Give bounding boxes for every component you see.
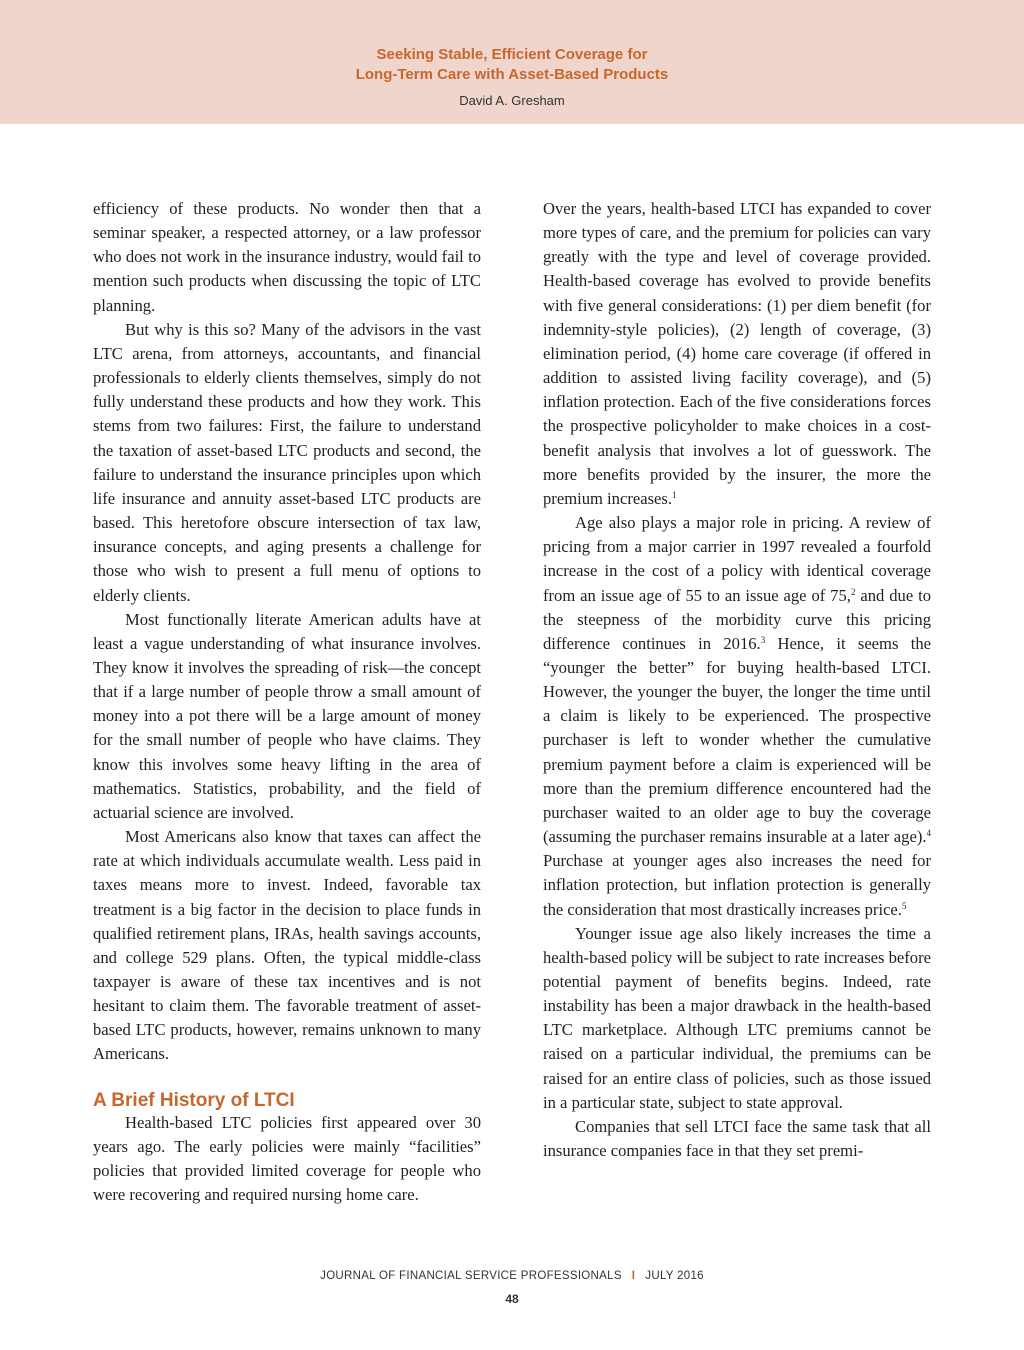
- paragraph-text: Purchase at younger ages also increases the need for inflation protection, but inflation protection is generally the consideration that most drastically increases price.: [543, 851, 931, 919]
- paragraph: efficiency of these products. No wonder then that a seminar speaker, a respected attorney, or a law professor who does not work in the insurance industry, would fail to mention such products when discussing the topic of LTC planning.: [93, 199, 481, 315]
- footnote-ref: 5: [901, 900, 907, 911]
- paragraph: [543, 197, 931, 511]
- paragraph: [543, 511, 931, 922]
- paragraph: Most Americans also know that taxes can affect the rate at which individuals accumulate wealth. Less paid in taxes means more to invest. Indeed, favorable tax treatment is a big factor in the decision to place funds in qualified retirement plans, IRAs, health savings accounts, and college 529 plans. Often, the typical middle-class taxpayer is aware of these tax incentives and is not hesitant to claim them. The favorable treatment of asset-based LTC products, however, remains unknown to many Americans.: [93, 827, 481, 1064]
- paragraph: Younger issue age also likely increases the time a health-based policy will be subject to rate increases before potential payment of benefits begins. Indeed, rate instability has been a major drawback in the health-based LTC marketplace. Although LTC premiums cannot be raised on a particular individual, the premiums can be raised for an entire class of policies, such as those issued in a particular state, subject to state approval.: [543, 923, 931, 1112]
- right-column: [543, 197, 931, 1163]
- footnote-ref: 3: [760, 634, 766, 645]
- article-header: [0, 0, 1024, 124]
- paragraph-text: Age also plays a major role in pricing. A review of pricing from a major carrier in 1997 revealed a fourfold increase in the cost of a policy with identical coverage from an issue age of 55 to an issue age of 75,: [543, 513, 931, 605]
- left-column: [93, 197, 481, 1207]
- footnote-ref: 4: [926, 828, 931, 839]
- paragraph-text: Hence, it seems the “younger the better” for buying health-based LTCI. However, the younger the buyer, the longer the time until a claim is likely to be experienced. The prospective purchaser is left to wonder whether the cumulative premium payment before a claim is experienced will be more than the premium difference encountered had the purchaser waited to an older age to buy the coverage (assuming the purchaser remains insurable at a later age).: [543, 633, 931, 847]
- paragraph-text: and due to the steepness of the morbidity curve this pricing difference continues in 2016.: [543, 585, 931, 653]
- paragraph-text: Over the years, health-based LTCI has expanded to cover more types of care, and the premium for policies can vary greatly with the type and level of coverage provided. Health-based coverage has evolved to provide benefits with five general considerations: (1) per diem benefit (for indemnity-style policies), (2) length of coverage, (3) elimination period, (4) home care coverage (if offered in addition to assisted living facility coverage), and (5) inflation protection. Each of the five considerations forces the prospective policyholder to make choices in a cost-benefit analysis that involves a lot of guesswork. The more benefits provided by the insurer, the more the premium increases.: [543, 199, 931, 508]
- article-title-line-1: Seeking Stable, Efficient Coverage for: [376, 46, 648, 63]
- paragraph: Companies that sell LTCI face the same task that all insurance companies face in that they set premi-: [543, 1116, 931, 1161]
- footer-separator: I: [631, 1270, 636, 1282]
- page-footer: [0, 1270, 1024, 1282]
- section-heading: A Brief History of LTCI: [93, 1089, 295, 1111]
- article-title: [0, 45, 1024, 85]
- page-number: 48: [505, 1292, 519, 1306]
- issue-date: JULY 2016: [645, 1270, 704, 1282]
- article-title-line-2: Long-Term Care with Asset-Based Products: [355, 66, 669, 83]
- paragraph: Health-based LTC policies first appeared over 30 years ago. The early policies were mainly “facilities” policies that provided limited coverage for people who were recovering and required nursing home care.: [93, 1112, 481, 1205]
- footnote-ref: 1: [672, 489, 677, 500]
- paragraph: But why is this so? Many of the advisors in the vast LTC arena, from attorneys, accountants, and financial professionals to elderly clients themselves, simply do not fully understand these products and how they work. This stems from two failures: First, the failure to understand the taxation of asset-based LTC products and second, the failure to understand the insurance principles upon which life insurance and annuity asset-based LTC products are based. This heretofore obscure intersection of tax law, insurance concepts, and aging presents a challenge for those who wish to present a full menu of options to elderly clients.: [93, 319, 481, 605]
- author-name: David A. Gresham: [459, 93, 565, 108]
- journal-name: JOURNAL OF FINANCIAL SERVICE PROFESSIONALS: [320, 1270, 622, 1282]
- paragraph: Most functionally literate American adults have at least a vague understanding of what insurance involves. They know it involves the spreading of risk—the concept that if a large number of people throw a small amount of money into a pot there will be a large amount of money for the small number of people who have claims. They know this involves some heavy lifting in the area of mathematics. Statistics, probability, and the field of actuarial science are involved.: [93, 609, 481, 822]
- footnote-ref: 2: [850, 586, 856, 597]
